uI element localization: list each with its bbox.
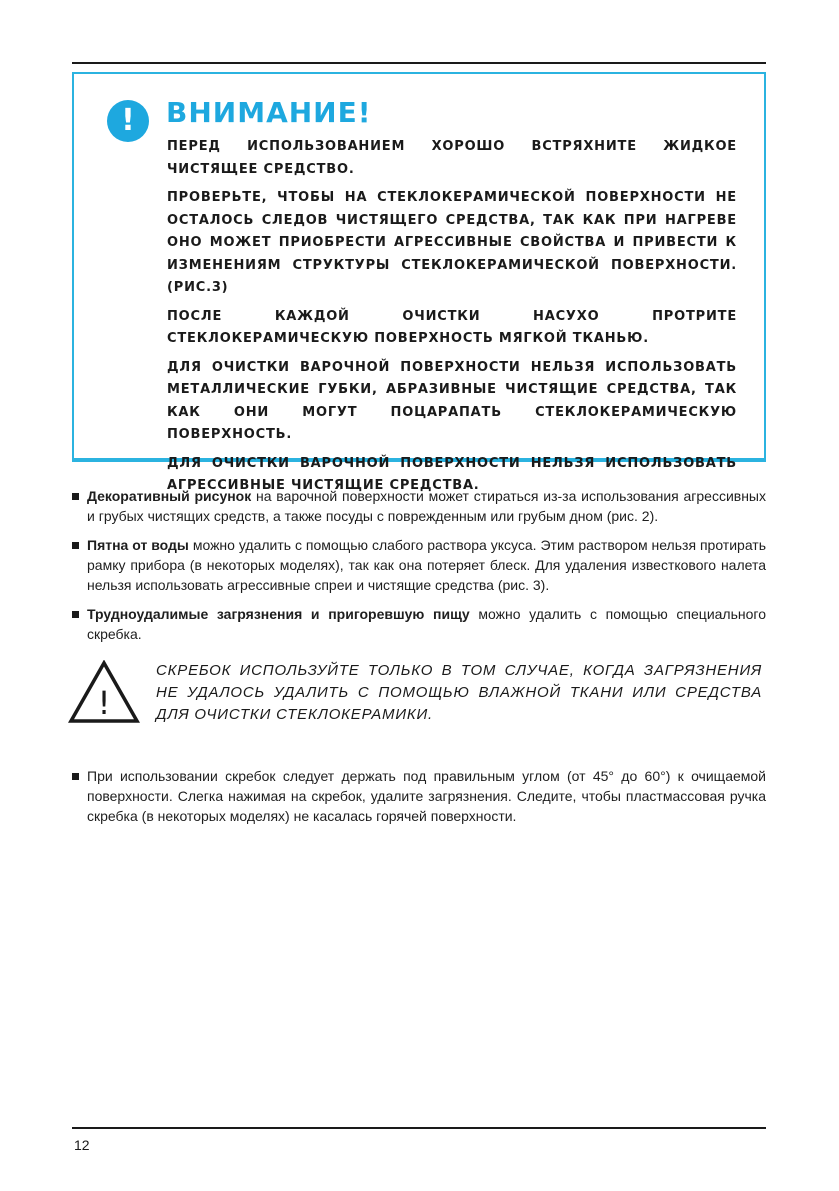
bullet-list — [72, 486, 766, 653]
warning-paragraph: ДЛЯ ОЧИСТКИ ВАРОЧНОЙ ПОВЕРХНОСТИ НЕЛЬЗЯ ИСПОЛЬЗОВАТЬ АГРЕССИВНЫЕ ЧИСТЯЩИЕ СРЕДСТВА. — [167, 455, 737, 493]
square-bullet-icon — [72, 542, 79, 549]
list-item-term: Декоративный рисунок — [87, 488, 252, 504]
list-item — [72, 535, 766, 595]
warning-paragraph: ПЕРЕД ИСПОЛЬЗОВАНИЕМ ХОРОШО ВСТРЯХНИТЕ ЖИДКОЕ ЧИСТЯЩЕЕ СРЕДСТВО. — [167, 139, 737, 177]
warning-paragraph: ПОСЛЕ КАЖДОЙ ОЧИСТКИ НАСУХО ПРОТРИТЕ СТЕКЛОКЕРАМИЧЕСКУЮ ПОВЕРХНОСТЬ МЯГКОЙ ТКАНЬЮ. — [167, 308, 737, 346]
bottom-divider — [72, 1127, 766, 1129]
page-number: 12 — [74, 1137, 90, 1153]
list-item-term: Трудноудалимые загрязнения и пригоревшую пищу — [87, 606, 470, 622]
warning-paragraph: ПРОВЕРЬТЕ, ЧТОБЫ НА СТЕКЛОКЕРАМИЧЕСКОЙ ПОВЕРХНОСТИ НЕ ОСТАЛОСЬ СЛЕДОВ ЧИСТЯЩЕГО СРЕДСТВА, ТАК КАК ПРИ НАГРЕВЕ ОНО МОЖЕТ ПРИОБРЕСТИ АГРЕССИВНЫЕ СВОЙСТВА И ПРИВЕСТИ К ИЗМЕНЕНИЯМ СТРУКТУРЫ СТЕКЛОКЕРАМИЧЕСКОЙ ПОВЕРХНОСТИ. (РИС.3) — [167, 190, 737, 295]
list-item — [72, 604, 766, 644]
square-bullet-icon — [72, 773, 79, 780]
warning-triangle-icon — [68, 660, 140, 724]
warning-title: ВНИМАНИЕ! — [166, 96, 372, 129]
warning-text — [167, 136, 737, 504]
square-bullet-icon — [72, 611, 79, 618]
bullet-list-2 — [72, 766, 766, 835]
square-bullet-icon — [72, 493, 79, 500]
warning-triangle-glyph: ! — [97, 684, 111, 722]
list-item-term: Пятна от воды — [87, 537, 189, 553]
list-item — [72, 486, 766, 526]
warning-box — [72, 72, 766, 493]
warning-paragraph: ДЛЯ ОЧИСТКИ ВАРОЧНОЙ ПОВЕРХНОСТИ НЕЛЬЗЯ ИСПОЛЬЗОВАТЬ МЕТАЛЛИЧЕСКИЕ ГУБКИ, АБРАЗИВНЫЕ ЧИСТЯЩИЕ СРЕДСТВА, ТАК КАК ОНИ МОГУТ ПОЦАРАПАТЬ СТЕКЛОКЕРАМИЧЕСКУЮ ПОВЕРХНОСТЬ. — [167, 359, 737, 442]
exclamation-icon: ! — [107, 100, 149, 142]
top-divider — [72, 62, 766, 64]
caution-note — [68, 660, 768, 730]
list-item-text: При использовании скребок следует держать под правильным углом (от 45° до 60°) к очищаемой поверхности. Слегка нажимая на скребок, удалите загрязнения. Следите, чтобы пластмассовая ручка скребка (в некоторых моделях) не касалась горячей поверхности. — [87, 768, 766, 824]
caution-text: СКРЕБОК ИСПОЛЬЗУЙТЕ ТОЛЬКО В ТОМ СЛУЧАЕ, КОГДА ЗАГРЯЗНЕНИЯ НЕ УДАЛОСЬ УДАЛИТЬ С ПОМОЩЬЮ ВЛАЖНОЙ ТКАНИ ИЛИ СРЕДСТВА ДЛЯ ОЧИСТКИ СТЕКЛОКЕРАМИКИ. — [156, 662, 762, 723]
list-item-text: на варочной поверхности может стираться из-за использования агрессивных и грубых чистящих средств, а также посуды с поврежденным или грубым дном (рис. 2). — [87, 488, 766, 524]
list-item — [72, 766, 766, 826]
list-item-text: можно удалить с помощью слабого раствора уксуса. Этим раствором нельзя протирать рамку прибора (в некоторых моделях), так как она потеряет блеск. Для удаления известкового налета нельзя использовать агрессивные спреи и чистящие средства (рис. 3). — [87, 537, 767, 593]
list-item-text: можно удалить с помощью специального скребка. — [87, 606, 766, 642]
